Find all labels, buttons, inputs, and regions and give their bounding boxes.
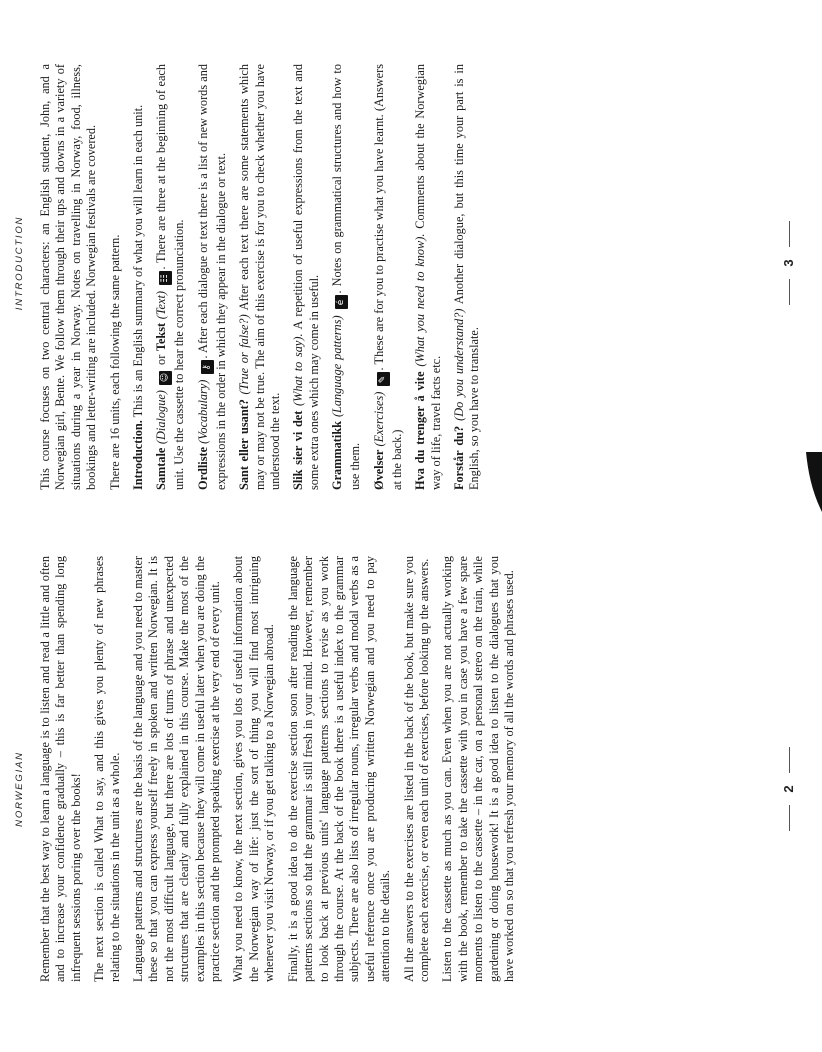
section-gloss: (Vocabulary) bbox=[195, 379, 210, 444]
paragraph: Remember that the best way to learn a language is to listen and read a little and often and to increase your confidence gradually – this is far better than spending long infrequent sessions poring over the books! bbox=[38, 556, 83, 982]
paragraph: What you need to know, the next section, gives you lots of useful information about the Norwegian way of life: just the sort of thing you will find most intriguing whenever you visit Norway, or if you get talking to a Norwegian abroad. bbox=[231, 556, 277, 982]
section-description: . Notes on grammatical structures and how to use them. bbox=[330, 64, 363, 490]
page-number-right: 3 bbox=[781, 0, 796, 526]
section-entry bbox=[413, 64, 444, 490]
section-term: Introduction. bbox=[131, 420, 146, 490]
section-description: After each text there are some statements which may or may not be true. The aim of this exercise is for you to check whether you have understood the text. bbox=[237, 64, 283, 490]
section-description: Comments about the Norwegian way of life, travel facts etc. bbox=[413, 64, 443, 490]
page-curl-shadow bbox=[790, 452, 822, 512]
section-gloss-alt: (Text) bbox=[154, 291, 169, 320]
paragraph: The next section is called What to say, and this gives you plenty of new phrases relating to the situations in the unit as a whole. bbox=[92, 556, 122, 982]
section-description: This is an English summary of what you will learn in each unit. bbox=[131, 104, 146, 421]
section-entry bbox=[196, 64, 229, 490]
section-gloss: (Exercises) bbox=[371, 391, 386, 447]
section-entry bbox=[291, 64, 322, 490]
section-term: Ordliste bbox=[195, 446, 210, 490]
intro-paragraph: This course focuses on two central characters: an English student, John, and a Norwegian girl, Bente. We follow them through their ups and downs in a variety of situations during a year in Norway. Notes on travelling in Norway, food, illness, bookings and letter-writing are included. Norwegian festivals are covered. bbox=[38, 64, 99, 490]
page-number-left: 2 bbox=[781, 526, 796, 1052]
paragraph: Language patterns and structures are the basis of the language and you need to master these so that you can express yourself freely in spoken and written Norwegian. It is not the most difficult language, but there are lots of turns of phrase and unexpected structures that are clearly and fully explained in this course. Make the most of the examples in this section because they will come in useful later when you are doing the practice section and the prompted speaking exercise at the very end of every unit. bbox=[131, 556, 223, 982]
pencil-icon: ✎ bbox=[377, 372, 390, 386]
section-term-alt: Tekst bbox=[154, 322, 169, 352]
grammar-icon: é bbox=[335, 295, 348, 309]
section-entry bbox=[330, 64, 363, 490]
section-gloss: (Language patterns) bbox=[330, 315, 345, 418]
paragraph: Listen to the cassette as much as you can. Even when you are not actually working with the book, remember to take the cassette with you in case you have a few spare moments to listen to the cassette – in the car, on a personal stereo on the train, while gardening or doing housework! It is a good idea to listen to the dialogues that you have worked on so that you refresh your memory of all the words and phrases used. bbox=[440, 556, 516, 982]
section-description: . After each dialogue or text there is a list of new words and expressions in the order in which they appear in the dialogue or text. bbox=[195, 64, 228, 490]
paragraph: Finally, it is a good idea to do the exercise section soon after reading the language patterns sections so that the grammar is still fresh in your mind. However, remember to look back at previous units' language patterns sections to revise as you work through the course. At the back of the book there is a useful index to the grammar subjects. There are also lists of irregular nouns, irregular verbs and modal verbs as a useful reference once you are producing written Norwegian and you need to pay attention to the details. bbox=[285, 556, 393, 982]
section-description: Another dialogue, but this time your part is in English, so you have to translate. bbox=[451, 64, 482, 490]
intro-paragraph: There are 16 units, each following the same pattern. bbox=[107, 234, 122, 490]
section-description: . There are three at the beginning of each unit. Use the cassette to hear the correct pronunciation. bbox=[154, 63, 187, 490]
section-entry bbox=[372, 64, 405, 490]
speech-bubble-icon: ☺ bbox=[159, 371, 172, 385]
section-connector: or bbox=[154, 351, 169, 369]
section-list bbox=[131, 64, 483, 490]
section-description: A repetition of useful expressions from the text and some extra ones which may come in useful. bbox=[291, 63, 321, 490]
key-icon: ⚷ bbox=[201, 360, 214, 374]
section-term: Hva du trenger å vite bbox=[413, 371, 428, 490]
book-icon: ☷ bbox=[159, 271, 172, 285]
left-page bbox=[0, 526, 822, 1052]
running-head-right: INTRODUCTION bbox=[14, 215, 25, 311]
section-gloss: (What to say). bbox=[291, 333, 306, 406]
left-text-column bbox=[38, 556, 525, 982]
section-gloss: (Do you understand?) bbox=[451, 308, 466, 421]
section-entry bbox=[237, 64, 283, 490]
section-gloss: (Dialogue) bbox=[154, 390, 169, 445]
section-term: Samtale bbox=[154, 447, 169, 490]
right-text-column bbox=[38, 64, 491, 490]
running-head-left: NORWEGIAN bbox=[14, 751, 25, 827]
paragraph: All the answers to the exercises are listed in the back of the book, but make sure you complete each exercise, or even each unit of exercises, before looking up the answers. bbox=[401, 556, 431, 982]
section-term: Grammatikk bbox=[330, 421, 345, 490]
section-entry bbox=[452, 64, 483, 490]
section-gloss: (True or false?) bbox=[237, 314, 252, 395]
section-term: Forstår du? bbox=[451, 425, 466, 490]
section-term: Sant eller usant? bbox=[237, 399, 252, 490]
section-entry bbox=[154, 64, 187, 490]
section-gloss: (What you need to know). bbox=[413, 233, 428, 367]
section-description: . These are for you to practise what you have learnt. (Answers at the back.) bbox=[371, 63, 404, 490]
section-term: Øvelser bbox=[371, 449, 386, 490]
section-term: Slik sier vi det bbox=[291, 410, 306, 490]
section-entry bbox=[131, 64, 146, 490]
